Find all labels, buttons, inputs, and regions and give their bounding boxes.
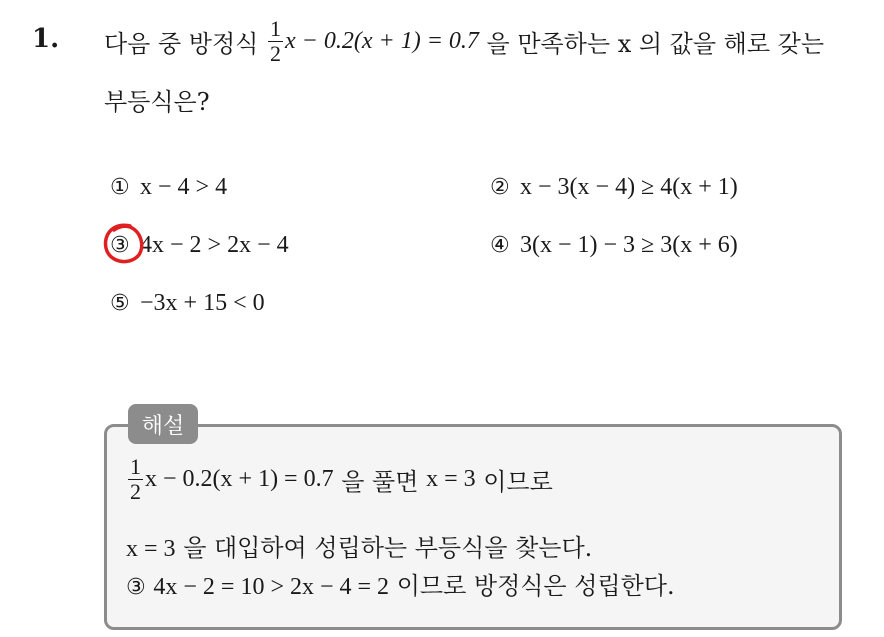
solution-line1-end: 이므로 [483, 468, 553, 496]
choice-3[interactable] [110, 232, 289, 259]
question-equation: x − 0.2(x + 1) = 0.7 [285, 28, 479, 54]
question-text-line2: 부등식은? [104, 88, 210, 116]
solution-line3-expr: 4x − 2 = 10 > 2x − 4 = 2 [153, 574, 390, 600]
choice-1-expr: x − 4 > 4 [140, 174, 228, 200]
solution-line2-value: x = 3 [126, 536, 176, 562]
solution-line3-mark: ③ [126, 575, 146, 600]
solution-line2 [126, 528, 592, 563]
choice-2-expr: x − 3(x − 4) ≥ 4(x + 1) [520, 174, 738, 200]
solution-tab-label: 해설 [128, 404, 198, 444]
question-prefix: 다음 중 방정식 [104, 30, 259, 58]
solution-equation: x − 0.2(x + 1) = 0.7 [145, 466, 334, 492]
fraction-numerator: 1 [270, 16, 282, 41]
choice-1-mark: ① [110, 175, 130, 200]
choice-5[interactable] [110, 290, 265, 317]
choice-4[interactable] [490, 232, 738, 259]
question-fraction [268, 18, 283, 65]
fraction-denominator: 2 [270, 41, 282, 66]
solution-fraction-denominator: 2 [130, 479, 141, 504]
choice-2[interactable] [490, 174, 738, 201]
choice-5-expr: −3x + 15 < 0 [140, 290, 265, 316]
solution-fraction-numerator: 1 [130, 454, 141, 479]
solution-line1 [126, 456, 553, 503]
choice-4-mark: ④ [490, 233, 510, 258]
choice-4-expr: 3(x − 1) − 3 ≥ 3(x + 6) [520, 232, 738, 258]
solution-line3 [126, 566, 675, 601]
solution-line2-text: 을 대입하여 성립하는 부등식을 찾는다. [183, 534, 593, 562]
choice-5-mark: ⑤ [110, 291, 130, 316]
solution-fraction [128, 456, 143, 503]
choice-3-mark: ③ [110, 233, 130, 258]
question-number: 1. [32, 24, 60, 54]
choice-3-expr: 4x − 2 > 2x − 4 [140, 232, 289, 258]
solution-line1-mid: 을 풀면 [341, 468, 419, 496]
solution-line3-text: 이므로 방정식은 성립한다. [396, 572, 675, 600]
question-suffix: 을 만족하는 x 의 값을 해로 갖는 [486, 30, 825, 58]
solution-line1-value: x = 3 [426, 466, 476, 492]
choice-2-mark: ② [490, 175, 510, 200]
question-text-line1 [104, 18, 824, 65]
choice-1[interactable] [110, 174, 227, 201]
